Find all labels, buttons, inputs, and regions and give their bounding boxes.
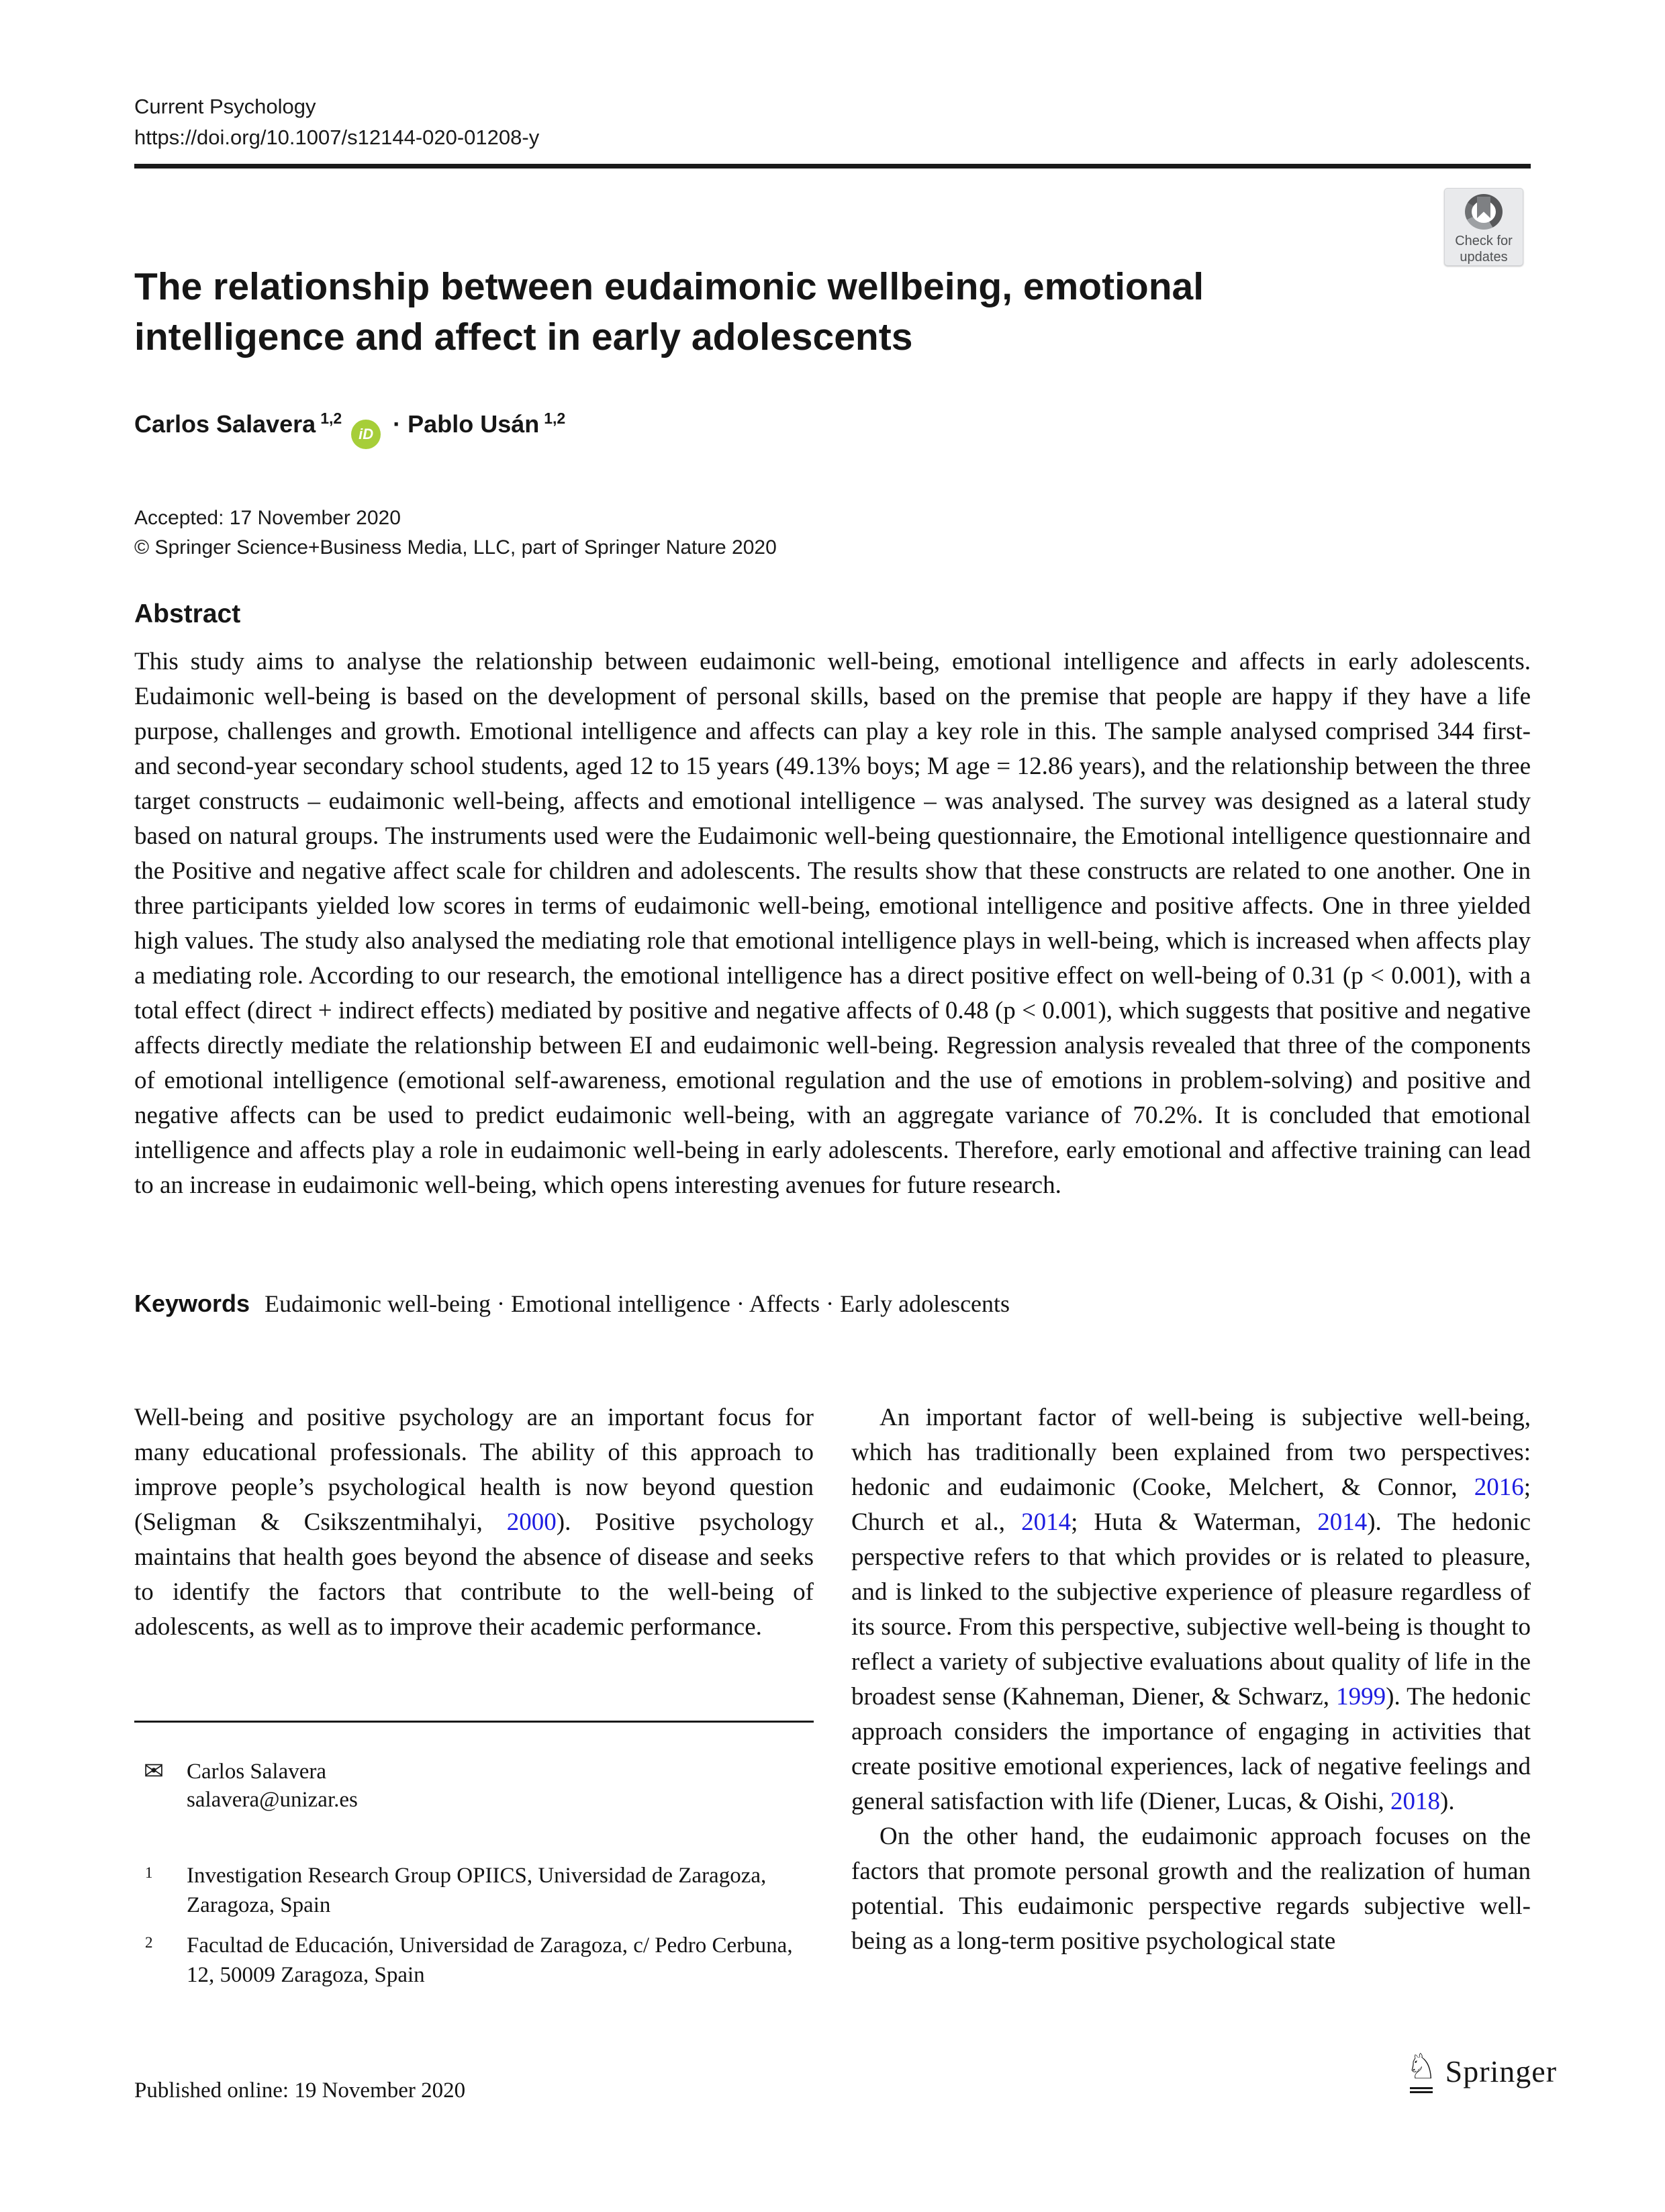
citation-link-2014a[interactable]: 2014 [1021, 1508, 1072, 1536]
author-2: Pablo Usán [408, 410, 540, 438]
author-1-affiliation-sup: 1,2 [320, 410, 342, 427]
affiliation-2-number: 2 [145, 1934, 153, 1951]
copyright-line: © Springer Science+Business Media, LLC, part of Springer Nature 2020 [134, 536, 777, 559]
body-column-left [134, 1400, 814, 1645]
author-line [134, 410, 565, 449]
right-paragraph-2: On the other hand, the eudaimonic approach focuses on the factors that promote personal growth and the realization of human potential. This eudaimonic perspective regards subjective well-being as a long-term positive psychological state [851, 1823, 1531, 1955]
title-line-1: The relationship between eudaimonic wellbeing, emotional [134, 265, 1204, 308]
springer-logo [1406, 2049, 1557, 2093]
citation-link-2016[interactable]: 2016 [1474, 1474, 1524, 1501]
check-for-updates-badge[interactable] [1444, 188, 1523, 266]
affiliation-1 [134, 1861, 814, 1920]
affiliation-1-number: 1 [145, 1864, 153, 1881]
abstract-heading: Abstract [134, 599, 241, 628]
correspondence-text [187, 1758, 358, 1814]
keywords-label: Keywords [134, 1290, 250, 1317]
springer-logo-bar-2 [1410, 2091, 1433, 2093]
citation-link-2014b[interactable]: 2014 [1317, 1508, 1368, 1536]
abstract-text: This study aims to analyse the relationship between eudaimonic well-being, emotional intelligence and affects in early adolescents. Eudaimonic well-being is based on the development of personal skills, based on the premise that people are happy if they have a life purpose, challenges and growth. Emotional intelligence and affects can play a key role in this. The sample analysed comprised 344 first- and second-year secondary school students, aged 12 to 15 years (49.13% boys; M age = 12.86 years), and the relationship between the three target constructs – eudaimonic well-being, affects and emotional intelligence – was analysed. The survey was designed as a lateral study based on natural groups. The instruments used were the Eudaimonic well-being questionnaire, the Emotional intelligence questionnaire and the Positive and negative affect scale for children and adolescents. The results show that these constructs are related to one another. One in three participants yielded low scores in terms of eudaimonic well-being, emotional intelligence and positive affects. One in three yielded high values. The study also analysed the mediating role that emotional intelligence plays in well-being, which is increased when affects play a mediating role. According to our research, the emotional intelligence has a direct positive effect on well-being of 0.31 (p < 0.001), with a total effect (direct + indirect effects) mediated by positive and negative affects of 0.48 (p < 0.001), which suggests that positive and negative affects directly mediate the relationship between EI and eudaimonic well-being. Regression analysis revealed that three of the components of emotional intelligence (emotional self-awareness, emotional regulation and the use of emotions in problem-solving) and positive and negative affects can be used to predict eudaimonic well-being, with an aggregate variance of 70.2%. It is concluded that emotional intelligence and affects play a role in eudaimonic well-being in early adolescents. Therefore, early emotional and affective training can lead to an increase in eudaimonic well-being, which opens interesting avenues for future research. [134, 648, 1531, 1199]
correspondence-email[interactable]: salavera@unizar.es [187, 1788, 358, 1812]
correspondence-block [134, 1758, 358, 1814]
citation-link-1999[interactable]: 1999 [1336, 1683, 1386, 1711]
journal-header [134, 91, 539, 153]
envelope-icon: ✉ [144, 1758, 164, 1785]
footnote-divider [134, 1721, 814, 1723]
accepted-date: Accepted: 17 November 2020 [134, 507, 401, 529]
journal-name: Current Psychology [134, 95, 316, 118]
springer-knight-icon: ♘ [1406, 2049, 1437, 2093]
right-paragraph-1: An important factor of well-being is subjective well-being, which has traditionally been explained from two perspectives: hedonic and eudaimonic (Cooke, Melchert, & Connor, 2016; Church et al., 2014; Huta & Waterman, 2014). The hedonic perspective refers to that which provides or is related to pleasure, and is linked to the subjective experience of pleasure regardless of its source. From this perspective, subjective well-being is thought to reflect a variety of subjective evaluations about quality of life in the broadest sense (Kahneman, Diener, & Schwarz, 1999). The hedonic approach considers the importance of engaging in activities that create positive emotional experiences, lack of negative feelings and general satisfaction with life (Diener, Lucas, & Oishi, 2018). [851, 1404, 1531, 1815]
doi-text: https://doi.org/10.1007/s12144-020-01208-y [134, 126, 540, 149]
intro-paragraph: Well-being and positive psychology are an important focus for many educational professionals. The ability of this approach to improve people’s psychological health is now beyond question (Seligman & Csikszentmihalyi, 2000). Positive psychology maintains that health goes beyond the absence of disease and seeks to identify the factors that contribute to the well-being of adolescents, as well as to improve their academic performance. [134, 1404, 814, 1641]
keywords-line [134, 1290, 1531, 1318]
affiliation-1-text: Investigation Research Group OPIICS, Universidad de Zaragoza, Zaragoza, Spain [187, 1864, 767, 1917]
springer-logo-bar-1 [1410, 2087, 1433, 2089]
correspondence-name: Carlos Salavera [187, 1760, 327, 1784]
citation-link-2000[interactable]: 2000 [506, 1508, 557, 1536]
author-2-affiliation-sup: 1,2 [544, 410, 566, 427]
affiliation-2 [134, 1931, 814, 1990]
header-rule [134, 164, 1531, 169]
springer-wordmark: Springer [1445, 2054, 1558, 2088]
keywords-value: Eudaimonic well-being · Emotional intelligence · Affects · Early adolescents [265, 1290, 1010, 1317]
published-online: Published online: 19 November 2020 [134, 2078, 466, 2103]
author-1: Carlos Salavera [134, 410, 316, 438]
affiliation-2-text: Facultad de Educación, Universidad de Zaragoza, c/ Pedro Cerbuna, 12, 50009 Zaragoza, Spain [187, 1933, 793, 1987]
check-for-updates-label: Check for updates [1455, 234, 1513, 265]
body-column-right [851, 1400, 1531, 1959]
orcid-icon[interactable]: iD [351, 420, 381, 449]
page-title [134, 262, 1204, 363]
article-meta [134, 503, 777, 563]
title-line-2: intelligence and affect in early adolescents [134, 316, 913, 358]
check-for-updates-icon [1465, 194, 1503, 230]
author-separator: · [393, 410, 401, 438]
citation-link-2018[interactable]: 2018 [1390, 1788, 1441, 1815]
